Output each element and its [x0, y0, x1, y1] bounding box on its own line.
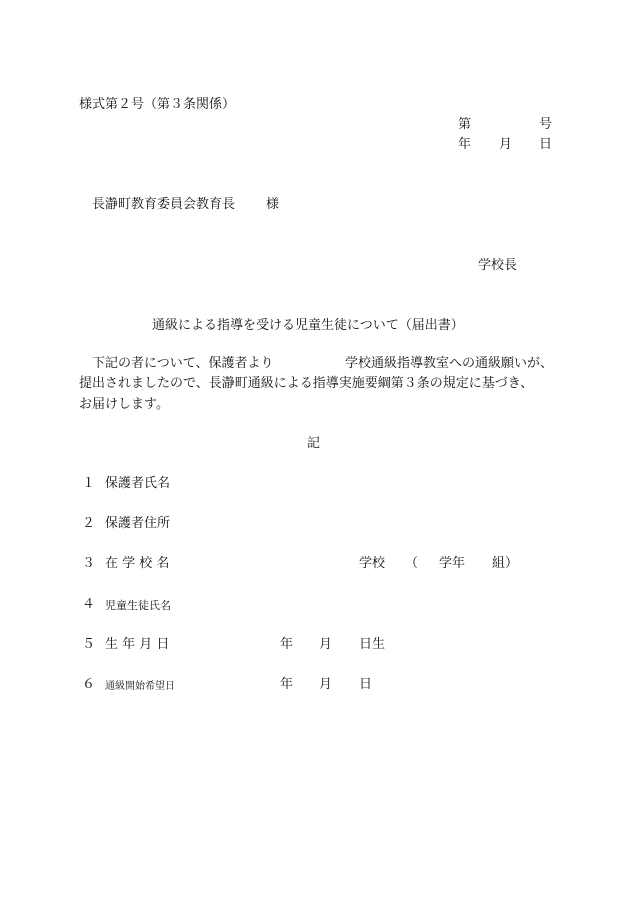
start-year: 年 — [280, 677, 294, 692]
start-month: 月 — [319, 677, 333, 692]
item-label-birth-date: 生 年 月 日 — [105, 637, 170, 652]
doc-number-prefix: 第 — [458, 117, 472, 132]
item-label-guardian-address: 保護者住所 — [105, 516, 171, 531]
addressee-honorific: 様 — [266, 197, 280, 212]
birth-year: 年 — [280, 637, 294, 652]
birth-day: 日生 — [359, 637, 386, 652]
start-day: 日 — [359, 677, 373, 692]
form-label: 様式第２号（第３条関係） — [79, 97, 236, 112]
body-line-2: 提出されましたので、長瀞町通級による指導実施要綱第３条の規定に基づき、 — [79, 376, 534, 391]
birth-month: 月 — [319, 637, 333, 652]
item-label-school-name: 在 学 校 名 — [105, 556, 170, 571]
item-number: ３ — [82, 556, 96, 571]
addressee-name: 長瀞町教育委員会教育長 — [92, 197, 236, 212]
item-label-student-name: 児童生徒氏名 — [105, 599, 171, 612]
paren-open: （ — [405, 556, 419, 571]
body-line-1b: 学校通級指導教室への通級願いが、 — [345, 356, 554, 371]
sender-label: 学校長 — [478, 258, 518, 273]
date-month: 月 — [499, 137, 513, 152]
body-line-1a: 下記の者について、保護者より — [92, 356, 274, 371]
date-year: 年 — [458, 137, 472, 152]
body-line-3: お届けします。 — [79, 397, 169, 412]
grade-suffix: 学年 — [439, 556, 466, 571]
item-number: ２ — [82, 516, 96, 531]
item-number: ５ — [82, 637, 96, 652]
item-label-start-date: 通級開始希望日 — [105, 681, 175, 692]
item-label-guardian-name: 保護者氏名 — [105, 476, 171, 491]
doc-number-suffix: 号 — [539, 117, 553, 132]
date-day: 日 — [539, 137, 553, 152]
ki-heading: 記 — [307, 436, 321, 451]
item-number: ４ — [82, 597, 96, 612]
class-suffix: 組） — [492, 556, 519, 571]
document-title: 通級による指導を受ける児童生徒について（届出書） — [152, 318, 464, 333]
item-number: １ — [82, 476, 96, 491]
school-suffix: 学校 — [359, 556, 386, 571]
item-number: ６ — [82, 677, 96, 692]
